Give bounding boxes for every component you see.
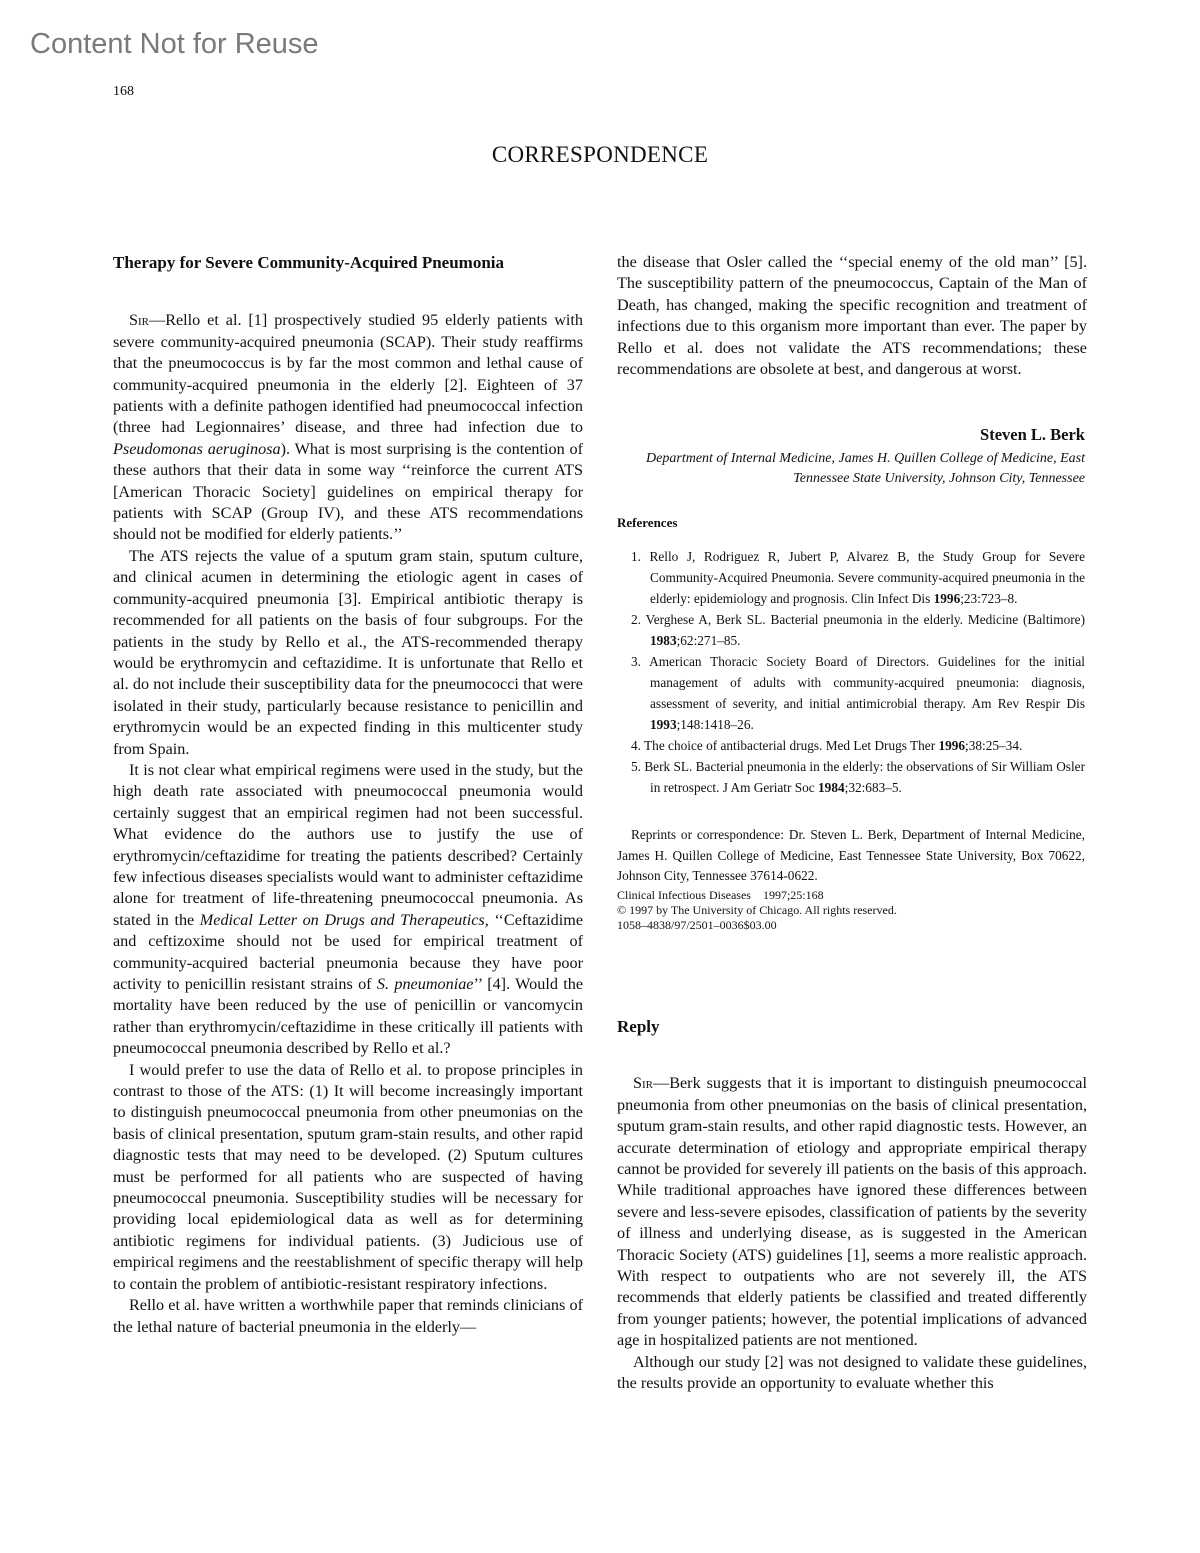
article-code: 1058–4838/97/2501–0036$03.00 [617, 918, 777, 932]
text-run: —Berk suggests that it is important to distinguish pneumococcal pneumonia from other pneumonias on the basis of clinical presentation, sputum gram-stain results, and other rapid diagnostic tests. However, an accurate determination of etiology and appropriate empirical therapy cannot be provided for severely ill patients on the basis of this approach. While traditional approaches have ignored these differences between severe and less-severe episodes, classification of patients by the severity of illness and underlying disease, as is suggested in the American Thoracic Society (ATS) guidelines [1], seems a more realistic approach. With respect to outpatients who are not severely ill, the ATS recommends that elderly patients be classified and treated differently from younger patients; however, the potential implications of advanced age in hospitalized patients are not mentioned. [617, 1074, 1087, 1350]
bold-text: 1996 [938, 738, 966, 753]
text-run: 2. Verghese A, Berk SL. Bacterial pneumonia in the elderly. Medicine (Baltimore) [631, 612, 1085, 627]
italic-text: Pseudomonas aeruginosa [113, 439, 281, 458]
paragraph [113, 760, 583, 1060]
reference-item [617, 735, 1085, 756]
text-run: 4. The choice of antibacterial drugs. Med Let Drugs Ther [631, 738, 939, 753]
bold-text: 1993 [650, 717, 677, 732]
page-number: 168 [113, 84, 134, 99]
small-caps-text: Sir [129, 311, 150, 330]
reference-item [617, 546, 1085, 609]
text-run: It is not clear what empirical regimens were used in the study, but the high death rate associated with pneumococcal pneumonia would certainly suggest that an empirical regimen had not been successful. What evidence do the authors use to justify the use of erythromycin/ceftazidime for treating the patients described? Certainly few infectious diseases specialists would want to administer ceftazidime alone for treatment of life-threatening pneumococcal pneumonia. As stated in the [113, 760, 583, 929]
reference-item [617, 609, 1085, 651]
reply-section [617, 1016, 1087, 1395]
reply-body [617, 1073, 1087, 1394]
text-run: ;32:683–5. [844, 780, 902, 795]
paragraph [617, 1073, 1087, 1351]
author-affiliation: Department of Internal Medicine, James H. Quillen College of Medicine, East Tennessee State University, Johnson City, Tennessee [646, 451, 1085, 486]
letter-title: Therapy for Severe Community-Acquired Pneumonia [113, 253, 504, 272]
bold-text: 1996 [933, 591, 961, 606]
paragraph [113, 1295, 583, 1338]
reference-item [617, 651, 1085, 735]
text-run: ’’ [4]. Would the mortality have been reduced by the use of penicillin or vancomycin rather than erythromycin/ceftazidime in these critically ill patients with pneumococcal pneumonia described by Rello et al.? [113, 975, 584, 1058]
text-run: ;62:271–85. [676, 633, 741, 648]
text-run: I would prefer to use the data of Rello et al. to propose principles in contrast to those of the ATS: (1) It will become increasingly important to distinguish pneumococcal pneumonia from other pneumonias on the basis of clinical presentation, sputum gram-stain results, and other rapid diagnostic tests that may need to be developed. (2) Sputum cultures must be performed for all patients who are suspected of having pneumococcal pneumonia. Susceptibility studies will be necessary for providing local epidemiological data as well as for determining antibiotic regimens for individual patients. (3) Judicious use of empirical regimens and the reestablishment of specific therapy will help to contain the problem of antibiotic-resistant respiratory infections. [113, 1060, 583, 1293]
text-run: ). What is most surprising is the contention of these authors that their data in some way ‘‘reinforce the current ATS [American Thoracic Society] guidelines on empirical therapy for patients with SCAP (Group IV), and these ATS recommendations should not be modified for elderly patients.’’ [113, 439, 583, 544]
paragraph [113, 1060, 583, 1295]
author-name: Steven L. Berk [980, 425, 1085, 444]
copyright: © 1997 by The University of Chicago. All rights reserved. [617, 903, 897, 917]
text-run: 5. Berk SL. Bacterial pneumonia in the elderly: the observations of Sir William Osler in retrospect. J Am Geriatr Soc [631, 759, 1085, 795]
paragraph [113, 310, 583, 545]
text-run: The ATS rejects the value of a sputum gram stain, sputum culture, and clinical acumen in determining the etiologic agent in cases of community-acquired pneumonia [3]. Empirical antibiotic therapy is recommended for all patients on the basis of four subgroups. For the patients in the study by Rello et al., the ATS-recommended therapy would be erythromycin and ceftazidime. It is unfortunate that Rello et al. do not include their susceptibility data for the pneumococci that were isolated in their study, particularly because resistance to penicillin and erythromycin would be an expected finding in this multicenter study from Spain. [113, 546, 583, 758]
bold-text: 1983 [650, 633, 677, 648]
text-run: 3. American Thoracic Society Board of Directors. Guidelines for the initial management of adults with community-acquired pneumonia: diagnosis, assessment of severity, and initial antimicrobial therapy. Am Rev Respir Dis [631, 654, 1085, 711]
small-caps-text: Sir [633, 1074, 654, 1093]
letter-column-left [113, 252, 583, 1338]
text-run: ‘‘Ceftazidime and ceftizoxime should not be used for empirical treatment of community-acquired bacterial pneumonia because they have poor activity to penicillin resistant strains of [113, 910, 583, 993]
paragraph [113, 546, 583, 760]
letter-column-right [617, 252, 1087, 380]
reply-title: Reply [617, 1017, 660, 1036]
letter-body [113, 310, 583, 1338]
text-run: the disease that Osler called the ‘‘special enemy of the old man’’ [5]. The susceptibility pattern of the pneumococcus, Captain of the Man of Death, has changed, making the specific recognition and treatment of infections due to this organism more important than ever. The paper by Rello et al. does not validate the ATS recommendations; these recommendations are obsolete at best, and dangerous at worst. [617, 253, 1087, 379]
letter-paragraph-continued [617, 252, 1087, 380]
text-run: Rello et al. have written a worthwhile paper that reminds clinicians of the lethal nature of bacterial pneumonia in the elderly— [113, 1296, 583, 1336]
italic-text: S. pneumoniae [376, 975, 474, 993]
text-run: ;38:25–34. [965, 738, 1023, 753]
text-run: —Rello et al. [1] prospectively studied 95 elderly patients with severe community-acquired pneumonia (SCAP). Their study reaffirms that the pneumococcus is by far the most common and lethal cause of community-acquired pneumonia in the elderly [2]. Eighteen of 37 patients with a definite pathogen identified had pneumococcal infection (three had Legionnaires’ disease, and three had infection due to [113, 311, 583, 437]
reprints-note: Reprints or correspondence: Dr. Steven L. Berk, Department of Internal Medicine, James H. Quillen College of Medicine, East Tennessee State University, Box 70622, Johnson City, Tennessee 37614-0622. [617, 827, 1085, 883]
references-heading: References [617, 515, 678, 530]
watermark: Content Not for Reuse [30, 28, 319, 60]
section-title: CORRESPONDENCE [491, 142, 709, 167]
references-list [617, 546, 1085, 798]
journal-info [617, 888, 897, 933]
text-run: Although our study [2] was not designed to validate these guidelines, the results provide an opportunity to evaluate whether this [617, 1352, 1087, 1393]
journal-citation: Clinical Infectious Diseases 1997;25:168 [617, 888, 824, 902]
paragraph [617, 1352, 1087, 1395]
text-run: 1. Rello J, Rodriguez R, Jubert P, Alvarez B, the Study Group for Severe Community-Acquired Pneumonia. Severe community-acquired pneumonia in the elderly: epidemiology and prognosis. Clin Infect Dis [631, 549, 1085, 606]
reference-item [617, 756, 1085, 798]
text-run: ;23:723–8. [960, 591, 1018, 606]
italic-text: Medical Letter on Drugs and Therapeutics, [199, 910, 489, 929]
bold-text: 1984 [818, 780, 845, 795]
text-run: ;148:1418–26. [676, 717, 754, 732]
